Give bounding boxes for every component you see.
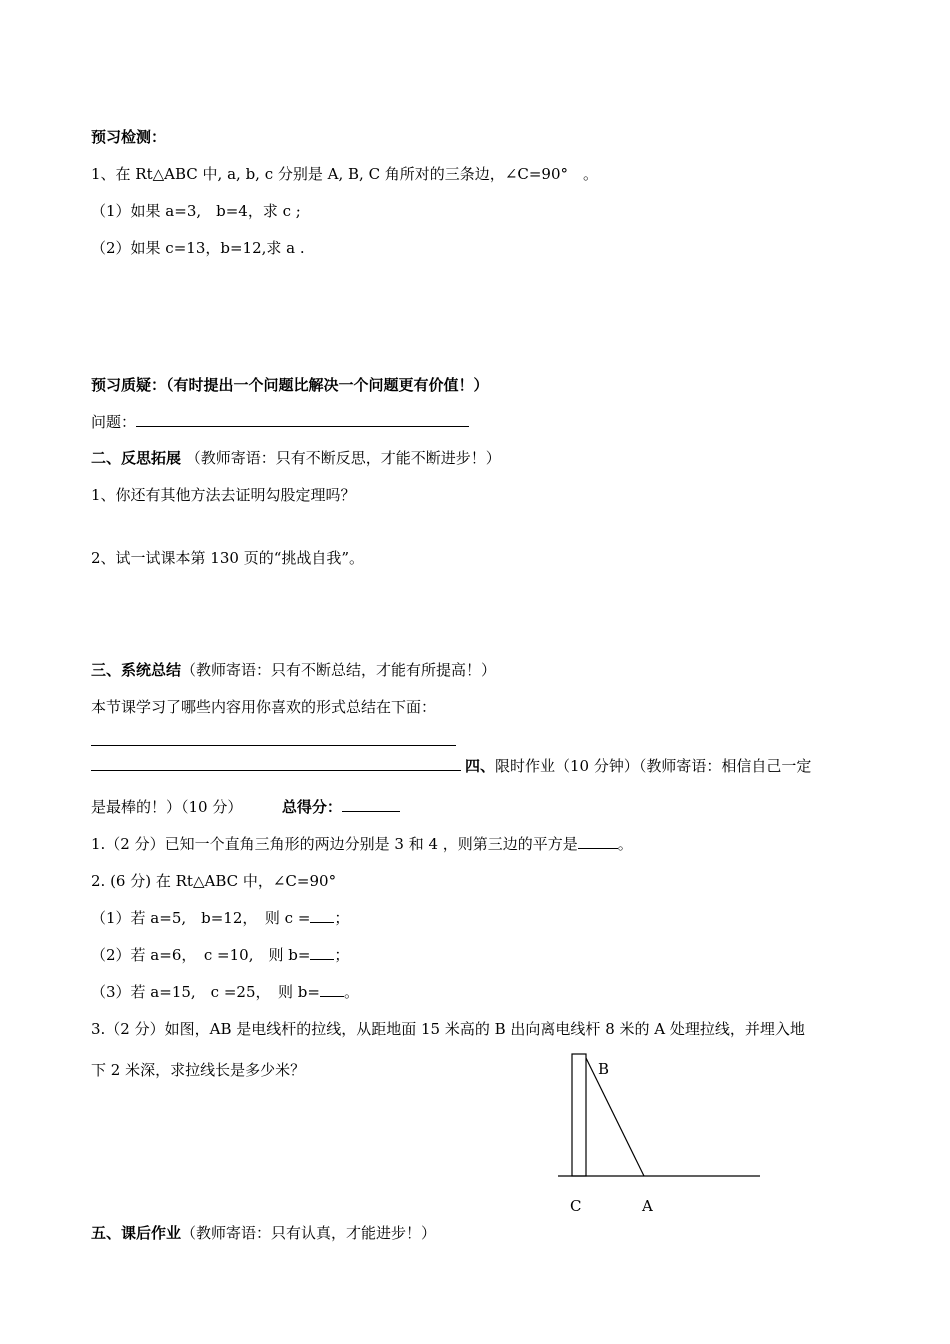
label-a: A — [642, 1197, 653, 1215]
guy-wire — [586, 1058, 644, 1176]
summary-note: （教师寄语：只有不断总结，才能有所提高！） — [181, 661, 497, 679]
homework-question-3-line-1: 3.（2 分）如图，AB 是电线杆的拉线，从距地面 15 米高的 B 出向离电线杆 8 米的 A 处理拉线，并埋入地 — [91, 1020, 805, 1038]
homework-question-2-1: （1）若 a=5, b=12， 则 c = ； — [91, 909, 350, 927]
label-c: C — [570, 1197, 582, 1215]
question-label: 问题： — [91, 413, 137, 431]
preview-question-1-1: （1）如果 a=3, b=4，求 c ; — [91, 202, 301, 220]
summary-prompt: 本节课学习了哪些内容用你喜欢的形式总结在下面： — [91, 698, 437, 716]
preview-question-1-2: （2）如果 c=13，b=12,求 a . — [91, 239, 305, 257]
homework-question-2-2: （2）若 a=6， c =10, 则 b= ； — [91, 946, 350, 964]
after-class-note: （教师寄语：只有认真，才能进步！） — [181, 1224, 437, 1242]
reflect-heading: 二、反思拓展 — [91, 449, 182, 467]
question-heading: 预习质疑：（有时提出一个问题比解决一个问题更有价值！） — [91, 376, 489, 394]
summary-heading: 三、系统总结 — [91, 661, 182, 679]
pole — [572, 1054, 586, 1176]
reflect-note: （教师寄语：只有不断反思，才能不断进步！） — [185, 449, 501, 467]
homework-question-2-3: （3）若 a=15, c =25， 则 b= 。 — [91, 983, 359, 1001]
homework-heading: 四、 — [465, 757, 496, 775]
reflect-question-2: 2、试一试课本第 130 页的“挑战自我”。 — [91, 549, 365, 567]
reflect-question-1: 1、你还有其他方法去证明勾股定理吗？ — [91, 486, 356, 504]
total-score-label: 总得分： — [281, 798, 342, 816]
after-class-heading: 五、课后作业 — [91, 1224, 182, 1242]
homework-question-3-line-2: 下 2 米深，求拉线长是多少米？ — [91, 1061, 306, 1079]
homework-points: 是最棒的！）（10 分） — [91, 798, 243, 816]
after-class-heading-row — [91, 1223, 436, 1243]
homework-title: 限时作业（10 分钟）（教师寄语：相信自己一定 — [495, 757, 812, 775]
label-b: B — [598, 1060, 610, 1078]
preview-question-1: 1、在 Rt△ABC 中, a, b, c 分别是 A, B, C 角所对的三条边，∠C=90° 。 — [91, 165, 599, 183]
homework-question-1: 1.（2 分）已知一个直角三角形的两边分别是 3 和 4 ，则第三边的平方是 。 — [91, 835, 633, 853]
preview-heading: 预习检测： — [91, 128, 167, 146]
homework-question-2: 2. (6 分) 在 Rt△ABC 中，∠C=90° — [91, 872, 337, 890]
